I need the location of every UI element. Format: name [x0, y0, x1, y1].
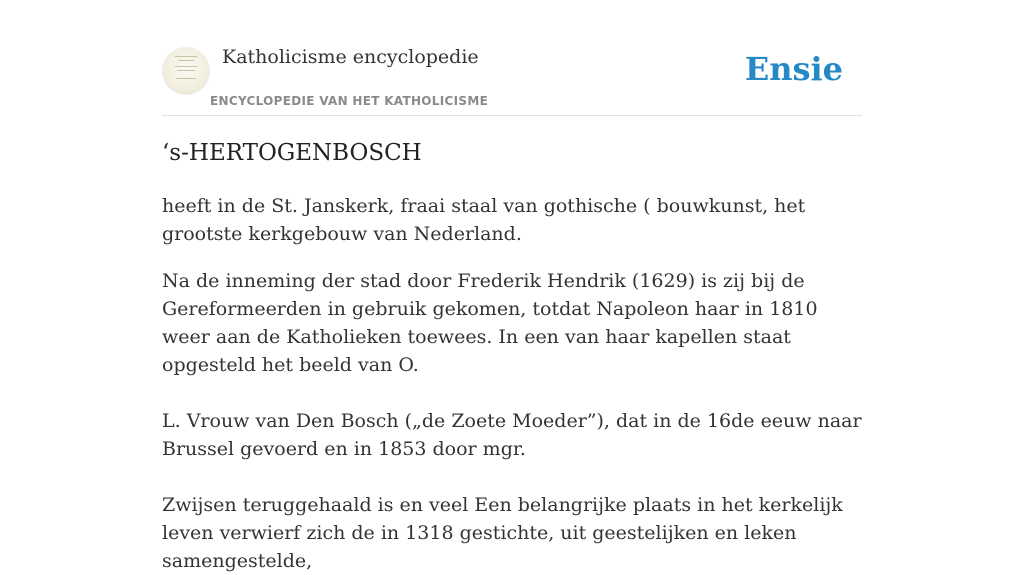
book-cover-icon [175, 56, 197, 57]
article-paragraph: Na de inneming der stad door Frederik Hendrik (1629) is zij bij de Gereformeerden in gebruik gekomen, totdat Napoleon haar in 1810 weer aan de Katholieken toewees. In een van haar kapellen staat opgesteld het beeld van O. [162, 270, 818, 376]
site-title[interactable]: Katholicisme encyclopedie [222, 46, 479, 68]
book-cover-line [178, 60, 194, 61]
article-paragraph: L. Vrouw van Den Bosch („de Zoete Moeder”), dat in de 16de eeuw naar Brussel gevoerd en in 1853 door mgr. [162, 410, 862, 460]
article-paragraph: heeft in de St. Janskerk, fraai staal van gothische ( bouwkunst, het grootste kerkgebouw van Nederland. [162, 195, 806, 245]
article-title: ‘s-HERTOGENBOSCH [162, 140, 422, 166]
book-cover-line [176, 78, 196, 79]
ensie-logo-link[interactable]: Ensie [744, 50, 843, 88]
site-subtitle: ENCYCLOPEDIE VAN HET KATHOLICISME [210, 94, 489, 108]
site-header [162, 0, 862, 116]
article-body [162, 192, 862, 575]
book-cover-line [175, 66, 197, 67]
article-paragraph: Zwijsen teruggehaald is en veel Een belangrijke plaats in het kerkelijk leven verwierf zich de in 1318 gestichte, uit geestelijken en leken samengestelde, [162, 494, 843, 572]
book-cover-line [177, 70, 195, 71]
page-container [162, 0, 862, 572]
avatar[interactable] [162, 47, 210, 95]
